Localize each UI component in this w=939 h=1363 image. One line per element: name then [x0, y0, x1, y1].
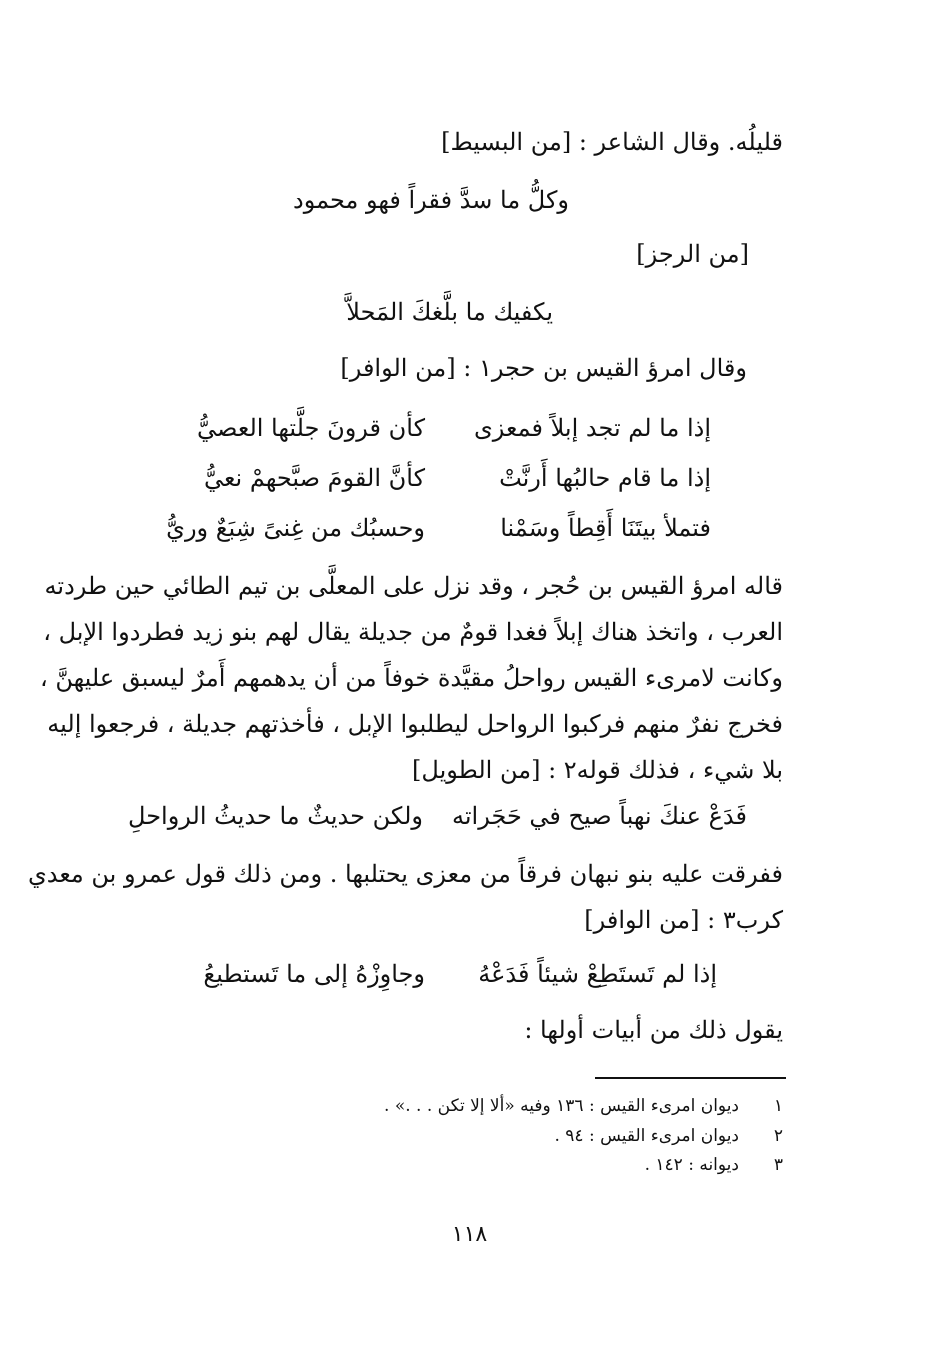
hemistich: وحسبُك من غِنىً شِبَعٌ وريُّ — [166, 514, 425, 542]
page-number: ١١٨ — [451, 1222, 488, 1247]
paragraph-line: فخرج نفرٌ منهم فركبوا الرواحل ليطلبوا الإبل ، فأخذتهم جديلة ، فرجعوا إليه — [47, 710, 783, 738]
verse-1-second — [195, 414, 425, 442]
footnote-number: ٣ — [773, 1155, 783, 1175]
verse-3-second — [166, 514, 425, 542]
verse-4-first: فَدَعْ عنكَ نهباً صيح في حَجَراته — [452, 802, 747, 830]
footnote-number: ٢ — [773, 1126, 783, 1146]
footnote-2 — [554, 1126, 783, 1146]
paragraph-line: كرب٣ : [من الوافر] — [584, 906, 783, 934]
paragraph-line: قاله امرؤ القيس بن حُجر ، وقد نزل على المعلَّى بن تيم الطائي حين طردته — [44, 572, 783, 600]
footnote-text: ديوان امرىء القيس : ٩٤ . — [554, 1126, 739, 1146]
footnote-3 — [645, 1155, 783, 1175]
verse-2-second — [195, 464, 425, 492]
footnote-divider — [595, 1077, 786, 1079]
footnote-1 — [384, 1096, 783, 1116]
hemistich: فتملأ بيتَنَا أَقِطاً وسَمْنا — [500, 514, 711, 542]
hemistich: إذا ما لم تجد إبلاً فمعزى — [473, 414, 711, 442]
footnote-text: ديوان امرىء القيس : ١٣٦ وفيه «ألا إلا تكن . . .» . — [384, 1096, 739, 1116]
meter-label-rajaz: [من الرجز] — [636, 240, 749, 268]
verse-5-second: وجاوِزْهُ إلى ما تَستطيعُ — [203, 960, 425, 988]
verse-4-second: ولكن حديثٌ ما حديثُ الرواحلِ — [128, 802, 423, 830]
paragraph-line: ففرقت عليه بنو نبهان فرقاً من معزى يحتلبها . ومن ذلك قول عمرو بن معدي — [27, 860, 783, 888]
hemistich: إذا ما قام حالبُها أَرنَّتْ — [499, 464, 711, 492]
text-line-1: قليلُه. وقال الشاعر : [من البسيط] — [441, 128, 783, 156]
verse-hemistich-1: وكلُّ ما سدَّ فقراً فهو محمود — [293, 186, 569, 214]
hemistich: كأنَّ القومَ صبَّحهمْ نعيُّ — [203, 464, 425, 492]
paragraph-line: العرب ، واتخذ هناك إبلاً فغدا قومٌ من جديلة يقال لهم بنو زيد فطردوا الإبل ، — [43, 618, 783, 646]
paragraph-1 — [39, 563, 783, 793]
verse-hemistich-2: يكفيك ما بلَّغكَ المَحلاَّ — [346, 298, 553, 326]
verse-2-first — [421, 464, 711, 492]
verse-3-first — [421, 514, 711, 542]
hemistich: كأن قرونَ جلَّتها العصيُّ — [197, 414, 425, 442]
text-line-5: وقال امرؤ القيس بن حجر١ : [من الوافر] — [340, 354, 747, 382]
footnote-number: ١ — [773, 1096, 783, 1116]
paragraph-2 — [27, 851, 783, 943]
verse-5-first: إذا لم تَستَطِعْ شيئاً فَدَعْهُ — [478, 960, 717, 988]
verse-1-first — [421, 414, 711, 442]
paragraph-line: وكانت لامرىء القيس رواحلُ مقيَّدة خوفاً من أن يدهمهم أَمرٌ ليسبق عليهنَّ ، — [39, 664, 783, 692]
footnote-text: ديوانه : ١٤٢ . — [644, 1155, 739, 1175]
paragraph-3: يقول ذلك من أبيات أولها : — [524, 1016, 783, 1044]
paragraph-line: بلا شيء ، فذلك قوله٢ : [من الطويل] — [412, 756, 783, 784]
